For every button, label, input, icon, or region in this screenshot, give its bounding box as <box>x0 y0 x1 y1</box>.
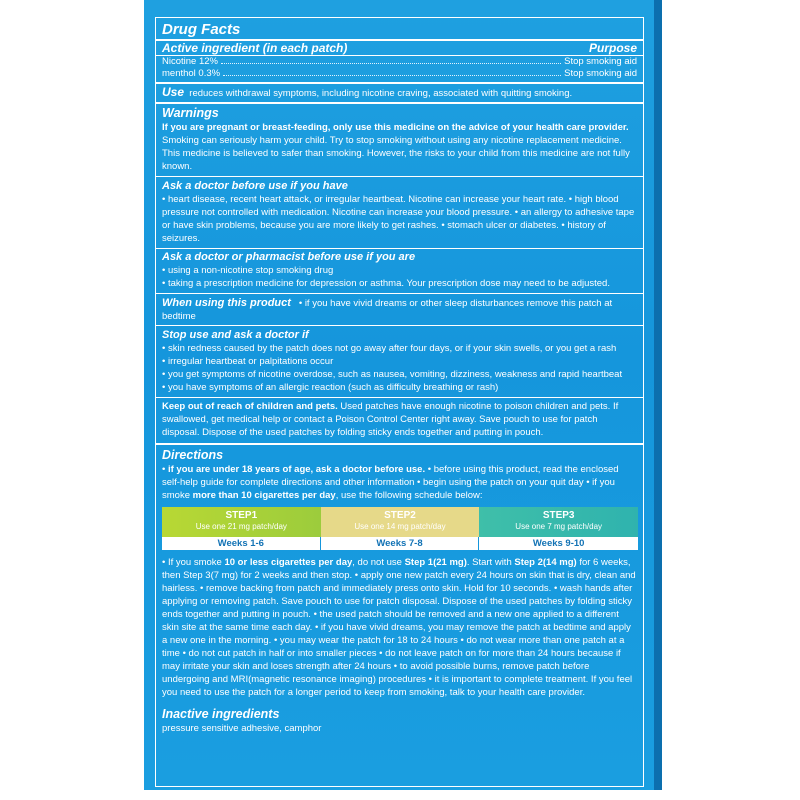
divider <box>156 325 643 326</box>
ingredient-name: Nicotine 12% <box>162 56 218 67</box>
package-side-edge <box>654 0 662 790</box>
ingredient-purpose: Stop smoking aid <box>564 56 637 67</box>
step-2-header <box>321 507 480 537</box>
step-weeks: Weeks 9-10 <box>479 537 638 550</box>
purpose-label: Purpose <box>588 41 637 55</box>
pregnancy-warning-text: Smoking can seriously harm your child. Try to stop smoking without using any nicotine replacement medicine. This medicine is believed to safer than smoking. However, the risks to your child from this medicine are not fully known. <box>162 135 630 172</box>
directions-title: Directions <box>162 448 224 462</box>
active-ingredient-header <box>162 41 637 55</box>
ask-doctor-title: Ask a doctor before use if you have <box>162 180 348 192</box>
directions-bold: if you are under 18 years of age, ask a doctor before use. <box>167 464 426 475</box>
ingredient-row <box>162 68 637 80</box>
directions-details <box>162 556 637 699</box>
when-using-title: When using this product <box>162 297 291 309</box>
dot-leader <box>223 75 561 76</box>
when-using-text: • if you have vivid dreams or other sleep disturbances remove this patch at bedtime <box>162 298 613 322</box>
stop-use-item: • you get symptoms of nicotine overdose, such as nausea, vomiting, dizziness, weakness and rapid heartbeat <box>162 369 623 380</box>
keep-out-bold: Keep out of reach of children and pets. <box>162 401 338 412</box>
keep-out-section <box>162 400 637 439</box>
divider <box>156 397 643 398</box>
ask-pharmacist-title: Ask a doctor or pharmacist before use if you are <box>162 251 416 263</box>
divider <box>156 248 643 249</box>
step-dose: Use one 7 mg patch/day <box>515 522 603 531</box>
step-label: STEP3 <box>542 510 575 521</box>
drug-facts-panel <box>155 17 644 787</box>
directions-text: for 6 weeks, then Step 3(7 mg) for 2 weeks and then stop. • apply one new patch every 24 hours on skin that is dry, clean and hairless. • remove backing from patch and immediately press onto skin. Hold for 10 seconds. • wash hands after applying or removing patch. Save pouch to use for patch disposal. Dispose of the used patches by folding sticky ends together and putting in pouch. • the used patch should be removed and a new one applied to a different skin site at the same time each day. • if you have vivid dreams, you may remove the patch at bedtime and apply a new one in the morning. • you may wear the patch for 18 to 24 hours • do not wear more than one patch at a time • do not cut patch in half or into smaller pieces • do not leave patch on for more than 24 hours because if may irritate your skin and loses strength after 24 hours • to avoid possible burns, remove patch before undergoing and MRI(magnetic resonance imaging) procedures • it is important to complete treatment. If you feel you need to use the patch for a longer period to keep from smoking, talk to your health care provider. <box>162 557 636 698</box>
stop-use-title: Stop use and ask a doctor if <box>162 329 309 341</box>
warnings-title: Warnings <box>162 106 219 120</box>
stop-use-item: • skin redness caused by the patch does not go away after four days, or if your skin swells, or you get a rash <box>162 343 617 354</box>
divider <box>156 443 643 445</box>
step-label: STEP2 <box>384 510 416 521</box>
directions-text: , do not use <box>352 557 402 568</box>
directions-text: . Start with <box>466 557 512 568</box>
step-weeks: Weeks 7-8 <box>321 537 480 550</box>
keep-out-text: Used patches have enough nicotine to poison children and pets. If swallowed, get medical help or contact a Poison Control Center right away. Save pouch to use for patch disposal. Dispose of the used patches by folding sticky ends together and putting in pouch. <box>162 401 619 438</box>
step-weeks: Weeks 1-6 <box>162 537 321 550</box>
ask-pharmacist-item: • using a non-nicotine stop smoking drug <box>162 265 334 276</box>
ingredient-purpose: Stop smoking aid <box>564 68 637 79</box>
divider <box>156 102 643 104</box>
directions-bold: more than 10 cigarettes per day <box>192 490 336 501</box>
directions-bold: Step 1(21 mg) <box>404 557 467 568</box>
directions-intro <box>162 463 637 502</box>
when-using-section <box>162 294 637 325</box>
step-1-header <box>162 507 321 537</box>
bullet: • <box>162 464 166 475</box>
pregnancy-warning-bold: If you are pregnant or breast-feeding, only use this medicine on the advice of your health care provider. <box>162 122 629 133</box>
step-dose: Use one 14 mg patch/day <box>354 522 446 531</box>
pregnancy-warning <box>162 121 637 173</box>
step-dose: Use one 21 mg patch/day <box>195 522 287 531</box>
directions-text: • If you smoke <box>162 557 222 568</box>
divider <box>156 176 643 177</box>
step-label: STEP1 <box>225 510 258 521</box>
use-label: Use <box>162 85 185 99</box>
ask-doctor-text: • heart disease, recent heart attack, or irregular heartbeat. Nicotine can increase your heart rate. • high blood pressure not controlled with medication. Nicotine can increase your blood pressure. • an allergy to adhesive tape or have skin problems, because you are more likely to get rashes. • stomach ulcer or diabetes. • history of seizures. <box>162 194 635 244</box>
drug-facts-title: Drug Facts <box>162 21 241 38</box>
inactive-ingredients-text: pressure sensitive adhesive, camphor <box>162 723 322 734</box>
stop-use-item: • irregular heartbeat or palpitations occur <box>162 356 334 367</box>
ask-pharmacist-item: • taking a prescription medicine for depression or asthma. Your prescription dose may need to be adjusted. <box>162 278 610 289</box>
directions-text: , use the following schedule below: <box>335 490 483 501</box>
active-ingredient-label: Active ingredient (in each patch) <box>162 41 348 55</box>
directions-bold: 10 or less cigarettes per day <box>224 557 353 568</box>
use-text: reduces withdrawal symptoms, including nicotine craving, associated with quitting smoking. <box>189 88 573 99</box>
dot-leader <box>221 63 561 64</box>
step-schedule-table <box>162 507 638 550</box>
directions-text: • before using this product, read the enclosed self-help guide for complete directions and other information • begin using the patch on your quit day • if you smoke <box>162 464 619 501</box>
directions-bold: Step 2(14 mg) <box>514 557 577 568</box>
ingredient-row <box>162 56 637 68</box>
stop-use-item: • you have symptoms of an allergic reaction (such as difficulty breathing or rash) <box>162 382 499 393</box>
ingredient-name: menthol 0.3% <box>162 68 221 79</box>
step-3-header <box>479 507 638 537</box>
inactive-ingredients-title: Inactive ingredients <box>162 707 280 721</box>
use-section <box>162 84 637 102</box>
